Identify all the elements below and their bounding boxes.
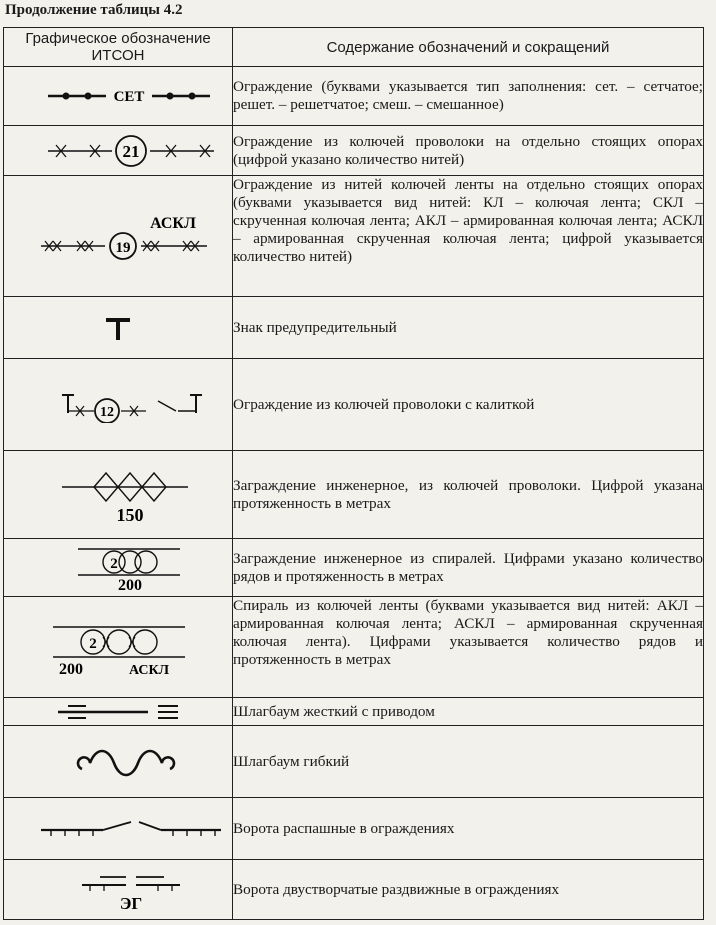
- sliding-gate-icon: [18, 867, 218, 913]
- symbol-label: 2: [110, 555, 118, 572]
- description-cell: Знак предупредительный: [233, 297, 704, 359]
- table-row: [4, 359, 704, 451]
- symbol-cell: [4, 798, 233, 860]
- symbol-cell: [4, 126, 233, 176]
- flexible-barrier-icon: [18, 739, 218, 785]
- description-cell: Ограждение (буквами указывается тип заполнения: сет. – сетчатое; решет. – решетчатое; смеш. – смешанное): [233, 67, 704, 126]
- table-row: [4, 860, 704, 920]
- table-row: [4, 539, 704, 597]
- symbols-table: [3, 27, 704, 920]
- spiral-barrier-icon: [18, 543, 218, 593]
- symbol-label: 12: [100, 404, 114, 420]
- table-header: [4, 28, 704, 67]
- description-cell: Шлагбаум гибкий: [233, 726, 704, 798]
- swing-gate-icon: [13, 814, 223, 844]
- table-row: [4, 798, 704, 860]
- symbol-label: 19: [115, 240, 131, 256]
- symbol-cell: [4, 67, 233, 126]
- symbol-label: СЕТ: [113, 89, 145, 105]
- symbol-cell: [4, 176, 233, 297]
- table-row: [4, 597, 704, 698]
- symbol-sublabel: АСКЛ: [150, 215, 196, 232]
- wire-fence-gate-icon: [18, 387, 218, 423]
- description-cell: Ворота двустворчатые раздвижные в ограждениях: [233, 860, 704, 920]
- table-row: [4, 67, 704, 126]
- symbol-cell: [4, 698, 233, 726]
- description-cell: Спираль из колючей ленты (буквами указывается вид нитей: АКЛ – армированная колючая лента; АСКЛ – армированная скрученная колючая лента). Цифрами указывается количество рядов и протяженность в метрах: [233, 597, 704, 698]
- description-cell: Ворота распашные в ограждениях: [233, 798, 704, 860]
- symbol-sublabel: 200: [118, 576, 142, 593]
- table-row: [4, 297, 704, 359]
- description-cell: Ограждение из колючей проволоки с калиткой: [233, 359, 704, 451]
- symbol-label: 21: [122, 141, 140, 161]
- engineering-barrier-wire-icon: [18, 465, 218, 525]
- symbol-cell: [4, 359, 233, 451]
- table-row: [4, 698, 704, 726]
- table-row: [4, 726, 704, 798]
- header-symbol: Графическое обозначение ИТСОН: [4, 28, 233, 67]
- description-cell: Ограждение из колючей проволоки на отдельно стоящих опорах (цифрой указано количество нитей): [233, 126, 704, 176]
- description-cell: Шлагбаум жесткий с приводом: [233, 698, 704, 726]
- fence-mesh-icon: [18, 84, 218, 108]
- barbed-tape-spiral-icon: [13, 617, 223, 677]
- barbed-wire-fence-icon: [18, 133, 218, 169]
- table-row: [4, 451, 704, 539]
- description-cell: Заграждение инженерное, из колючей проволоки. Цифрой указана протяженность в метрах: [233, 451, 704, 539]
- symbol-cell: [4, 451, 233, 539]
- symbol-cell: [4, 297, 233, 359]
- table-row: [4, 176, 704, 297]
- symbol-sublabel: АСКЛ: [128, 663, 170, 677]
- barbed-tape-fence-icon: [13, 206, 223, 266]
- symbol-cell: [4, 539, 233, 597]
- header-description: Содержание обозначений и сокращений: [233, 28, 704, 67]
- symbol-label: 2: [89, 636, 97, 652]
- symbol-label: 150: [116, 504, 144, 525]
- description-cell: Заграждение инженерное из спиралей. Цифрами указано количество рядов и протяженность в метрах: [233, 539, 704, 597]
- symbol-sublabel: 200: [59, 661, 83, 677]
- symbol-cell: [4, 860, 233, 920]
- table-caption: Продолжение таблицы 4.2: [5, 2, 183, 18]
- symbol-cell: [4, 726, 233, 798]
- rigid-barrier-icon: [18, 701, 218, 723]
- symbol-cell: [4, 597, 233, 698]
- warning-sign-icon: [98, 313, 138, 343]
- table-row: [4, 126, 704, 176]
- symbol-label: ЭГ: [119, 893, 143, 913]
- description-cell: Ограждение из нитей колючей ленты на отдельно стоящих опорах (буквами указывается вид нитей: КЛ – колючая лента; СКЛ – скрученная колючая лента; АКЛ – армированная колючая лента; АСКЛ – армированная скрученная колючая лента; цифрой указывается количество нитей): [233, 176, 704, 297]
